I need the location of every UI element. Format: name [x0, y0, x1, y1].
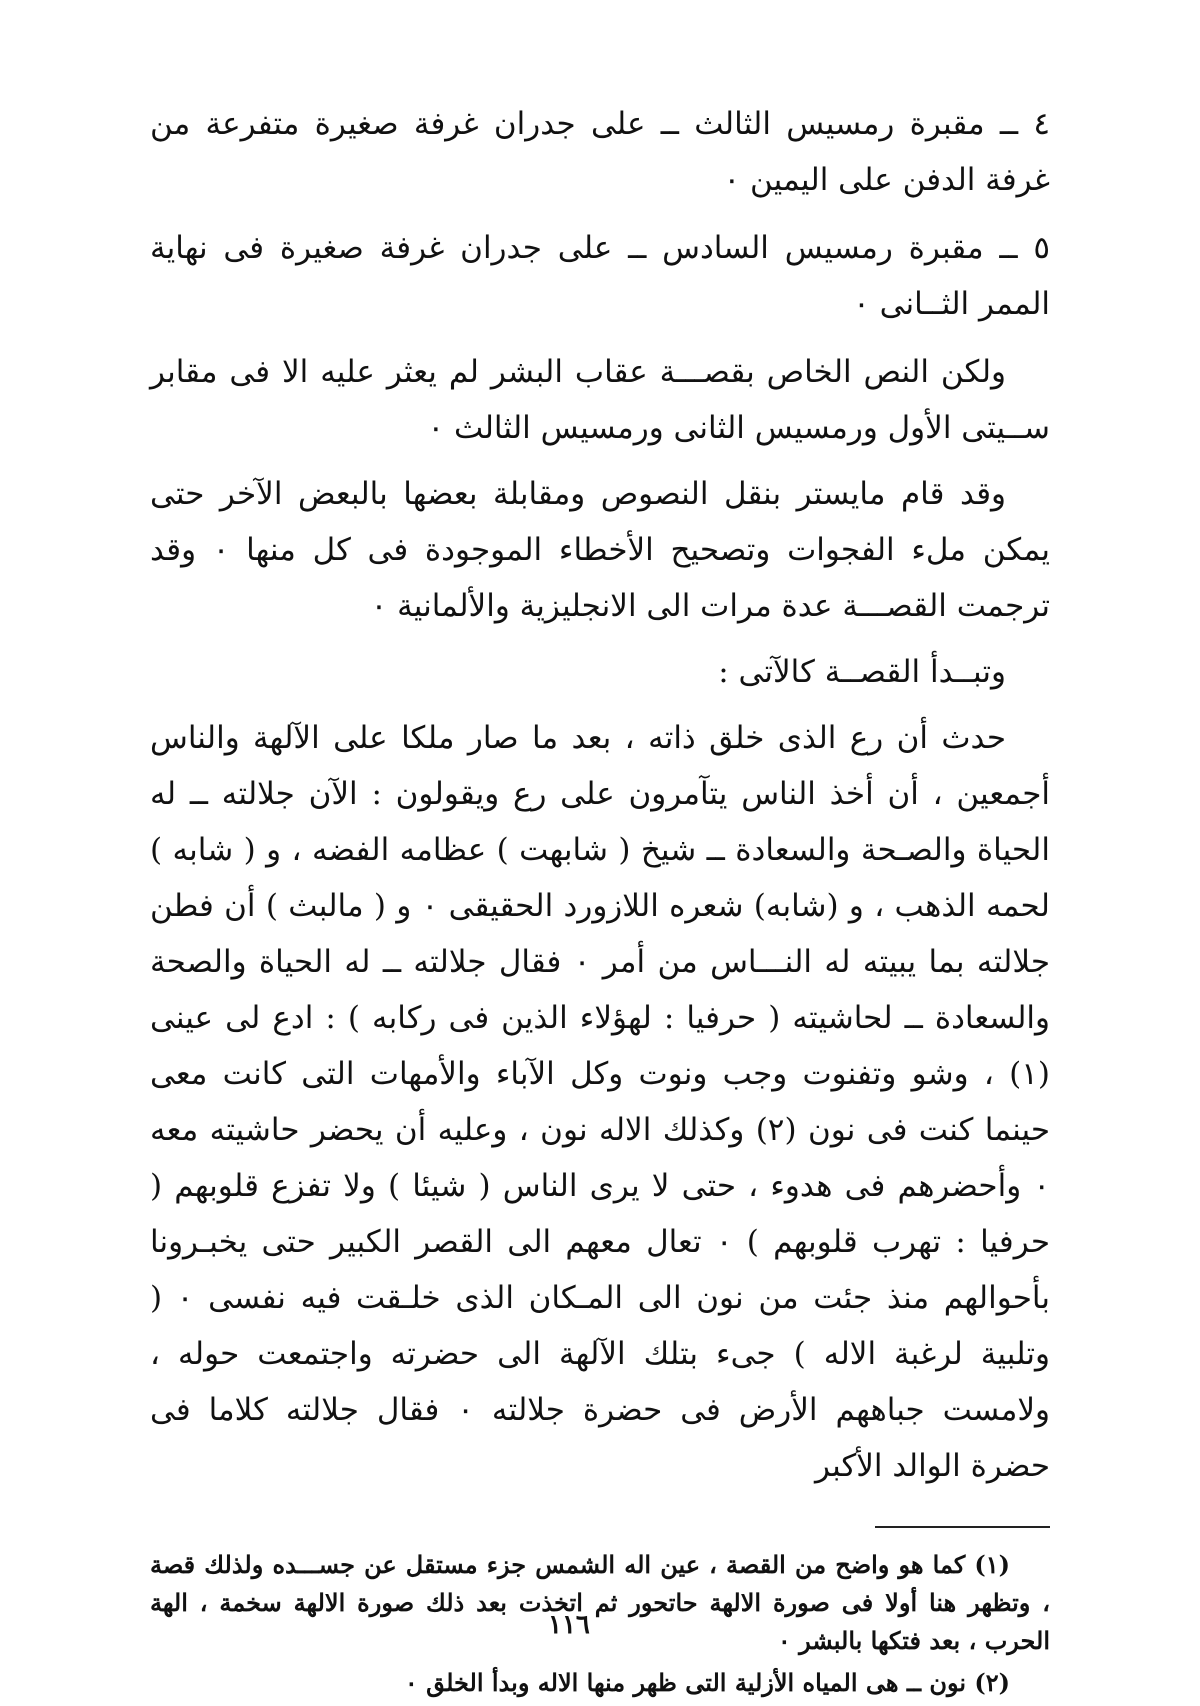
- paragraph-story-intro: وتبــدأ القصــة كالآتى :: [718, 654, 1006, 690]
- list-item-tomb-ramses-iii: ٤ ــ مقبرة رمسيس الثالث ــ على جدران غرفة صغيرة متفرعة من غرفة الدفن على اليمين ٠: [150, 106, 1050, 198]
- footnote-separator: [875, 1526, 1050, 1528]
- page-number: ١١٦: [548, 1610, 590, 1640]
- paragraph-story-text: حدث أن رع الذى خلق ذاته ، بعد ما صار ملكا على الآلهة والناس أجمعين ، أن أخذ الناس يتآمرون على رع ويقولون : الآن جلالته ــ له الحياة والصـحة والسعادة ــ شيخ ( شابهت ) عظامه الفضه ، و ( شابه ) لحمه الذهب ، و (شابه) شعره اللازورد الحقيقى ٠ و ( مالبث ) أن فطن جلالته بما يبيته له النـــاس من أمر ٠ فقال جلالته ــ له الحياة والصحة والسعادة ــ لحاشيته ( حرفيا : لهؤلاء الذين فى ركابه ) : ادع لى عينى (١) ، وشو وتفنوت وجب ونوت وكل الآباء والأمهات التى كانت معى حينما كنت فى نون (٢) وكذلك الاله نون ، وعليه أن يحضر حاشيته معه ٠ وأحضرهم فى هدوء ، حتى لا يرى الناس ( شيئا ) ولا تفزع قلوبهم ( حرفيا : تهرب قلوبهم ) ٠ تعال معهم الى القصر الكبير حتى يخبـرونا بأحوالهم منذ جئت من نون الى المـكان الذى خلـقت فيه نفسى ٠ ( وتلبية لرغبة الاله ) جىء بتلك الآلهة الى حضرته واجتمعت حوله ، ولامست جباههم الأرض فى حضرة جلالته ٠ فقال جلالته كلاما فى حضرة الوالد الأكبر: [150, 720, 1051, 1484]
- paragraph-mayster-translation: وقد قام مايستر بنقل النصوص ومقابلة بعضها بالبعض الآخر حتى يمكن ملء الفجوات وتصحيح الأخطاء الموجودة فى كل منها ٠ وقد ترجمت القصـــة عدة مرات الى الانجليزية والألمانية ٠: [150, 476, 1051, 624]
- footnote-separator-wrap: [150, 1504, 1050, 1546]
- paragraph-text-location: ولكن النص الخاص بقصـــة عقاب البشر لم يعثر عليه الا فى مقابر ســيتى الأول ورمسيس الثانى ورمسيس الثالث ٠: [150, 354, 1050, 446]
- list-item-tomb-ramses-vi: ٥ ــ مقبرة رمسيس السادس ــ على جدران غرفة صغيرة فى نهاية الممر الثــانى ٠: [150, 230, 1050, 322]
- page-body: [150, 96, 1050, 1706]
- footnote-1: (١) كما هو واضح من القصة ، عين اله الشمس جزء مستقل عن جســـده ولذلك قصة ، وتظهر هنا أولا فى صورة الالهة حاتحور ثم اتخذت بعد ذلك صورة الالهة سخمة ، الهة الحرب ، بعد فتكها بالبشر ٠: [150, 1550, 1050, 1655]
- footnote-2: (٢) نون ــ هى المياه الأزلية التى ظهر منها الاله وبدأ الخلق ٠: [404, 1668, 1010, 1697]
